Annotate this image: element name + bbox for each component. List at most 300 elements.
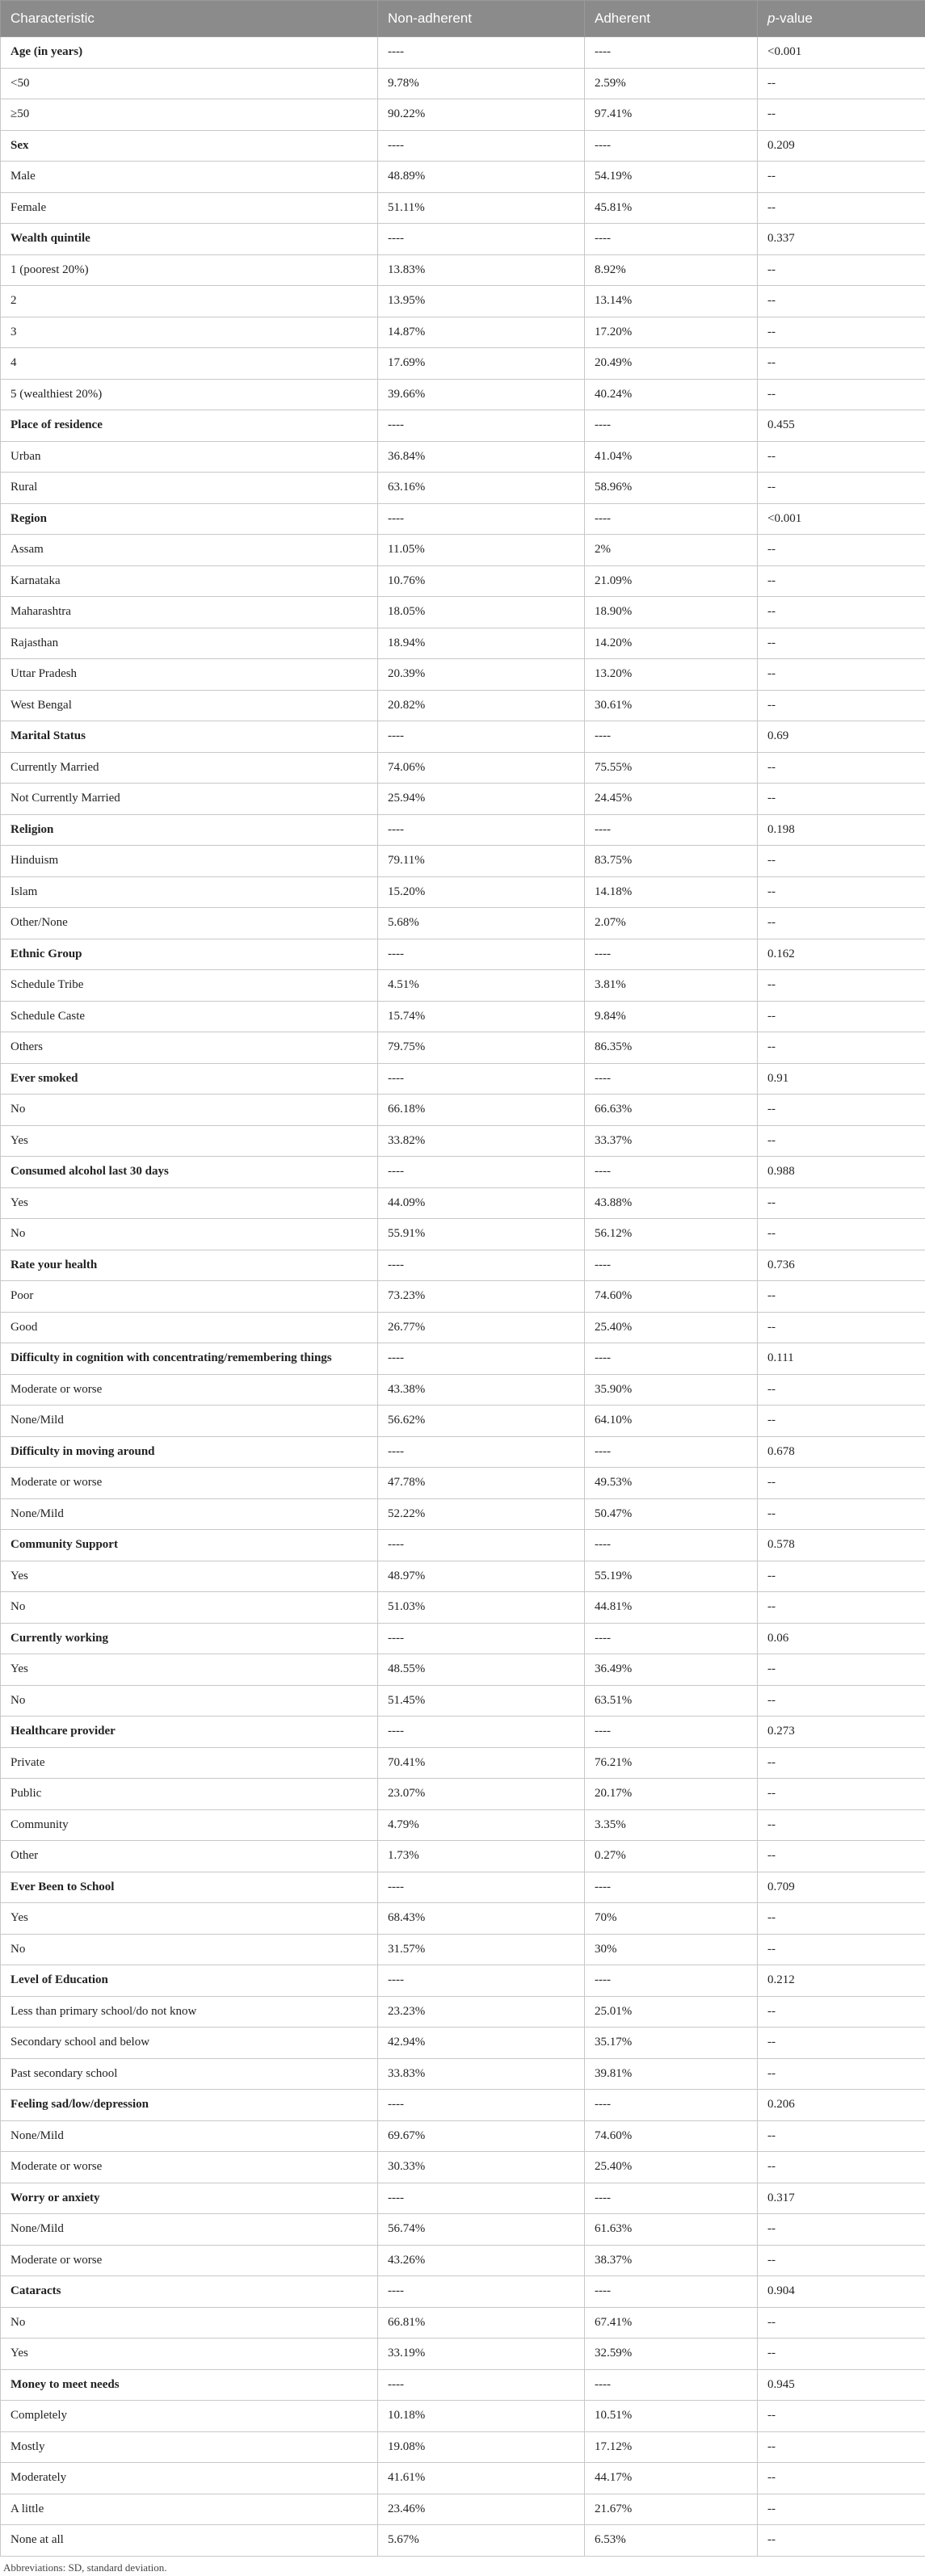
cell-non-adherent: 9.78%	[378, 68, 585, 99]
cell-p-value: --	[758, 286, 925, 317]
cell-non-adherent: 43.38%	[378, 1374, 585, 1406]
table-row	[1, 908, 925, 939]
section-row	[1, 130, 925, 162]
cell-adherent: 10.51%	[585, 2401, 758, 2432]
cell-p-value: 0.273	[758, 1717, 925, 1748]
cell-adherent: 25.40%	[585, 1312, 758, 1343]
table-row	[1, 1841, 925, 1872]
cell-non-adherent: 66.18%	[378, 1095, 585, 1126]
cell-p-value: --	[758, 1187, 925, 1219]
table-row	[1, 379, 925, 410]
cell-p-value: --	[758, 2431, 925, 2463]
cell-adherent: 21.67%	[585, 2494, 758, 2525]
cell-non-adherent: 13.95%	[378, 286, 585, 317]
cell-p-value: --	[758, 2058, 925, 2090]
cell-p-value: --	[758, 1095, 925, 1126]
cell-non-adherent: 10.76%	[378, 565, 585, 597]
cell-adherent: 25.40%	[585, 2152, 758, 2183]
cell-adherent: 14.18%	[585, 876, 758, 908]
cell-non-adherent: 51.11%	[378, 192, 585, 224]
cell-p-value: --	[758, 1374, 925, 1406]
cell-non-adherent: ----	[378, 1530, 585, 1561]
table-row	[1, 1654, 925, 1686]
cell-characteristic: Moderate or worse	[1, 1468, 378, 1499]
cell-adherent: 36.49%	[585, 1654, 758, 1686]
cell-p-value: --	[758, 192, 925, 224]
cell-non-adherent: 51.45%	[378, 1685, 585, 1717]
cell-adherent: 25.01%	[585, 1996, 758, 2028]
cell-characteristic: Secondary school and below	[1, 2028, 378, 2059]
cell-characteristic: Yes	[1, 1654, 378, 1686]
cell-characteristic: Difficulty in moving around	[1, 1436, 378, 1468]
cell-non-adherent: ----	[378, 1872, 585, 1903]
cell-characteristic: No	[1, 1219, 378, 1250]
cell-non-adherent: 25.94%	[378, 784, 585, 815]
cell-adherent: ----	[585, 1343, 758, 1375]
cell-non-adherent: ----	[378, 503, 585, 535]
cell-adherent: 0.27%	[585, 1841, 758, 1872]
cell-characteristic: Money to meet needs	[1, 2369, 378, 2401]
section-row	[1, 1157, 925, 1188]
cell-non-adherent: 44.09%	[378, 1187, 585, 1219]
cell-adherent: 30%	[585, 1934, 758, 1965]
table-row	[1, 1032, 925, 1064]
cell-non-adherent: ----	[378, 2183, 585, 2214]
cell-p-value: 0.69	[758, 721, 925, 753]
cell-non-adherent: 5.67%	[378, 2525, 585, 2557]
header-p-rest: -value	[775, 11, 813, 26]
cell-non-adherent: 52.22%	[378, 1498, 585, 1530]
section-row	[1, 1063, 925, 1095]
cell-characteristic: Less than primary school/do not know	[1, 1996, 378, 2028]
cell-characteristic: Consumed alcohol last 30 days	[1, 1157, 378, 1188]
cell-characteristic: Level of Education	[1, 1965, 378, 1997]
cell-p-value: 0.945	[758, 2369, 925, 2401]
cell-p-value: --	[758, 1406, 925, 1437]
cell-non-adherent: 5.68%	[378, 908, 585, 939]
cell-adherent: ----	[585, 1530, 758, 1561]
cell-adherent: 3.35%	[585, 1809, 758, 1841]
cell-adherent: 75.55%	[585, 752, 758, 784]
cell-adherent: ----	[585, 224, 758, 255]
cell-characteristic: Yes	[1, 2339, 378, 2370]
cell-non-adherent: 90.22%	[378, 99, 585, 131]
cell-adherent: 43.88%	[585, 1187, 758, 1219]
table-row	[1, 846, 925, 877]
cell-characteristic: Urban	[1, 441, 378, 473]
cell-p-value: 0.337	[758, 224, 925, 255]
cell-characteristic: 5 (wealthiest 20%)	[1, 379, 378, 410]
cell-p-value: --	[758, 565, 925, 597]
section-row	[1, 2369, 925, 2401]
cell-characteristic: No	[1, 1592, 378, 1624]
cell-characteristic: 2	[1, 286, 378, 317]
cell-adherent: 18.90%	[585, 597, 758, 628]
cell-non-adherent: ----	[378, 130, 585, 162]
cell-p-value: --	[758, 2120, 925, 2152]
cell-adherent: ----	[585, 37, 758, 69]
cell-characteristic: Male	[1, 162, 378, 193]
cell-p-value: --	[758, 1685, 925, 1717]
cell-p-value: 0.578	[758, 1530, 925, 1561]
section-row	[1, 814, 925, 846]
cell-p-value: --	[758, 784, 925, 815]
cell-non-adherent: 69.67%	[378, 2120, 585, 2152]
cell-p-value: --	[758, 846, 925, 877]
cell-adherent: ----	[585, 1436, 758, 1468]
cell-adherent: ----	[585, 2090, 758, 2121]
cell-non-adherent: 18.94%	[378, 628, 585, 659]
cell-p-value: 0.198	[758, 814, 925, 846]
table-row	[1, 784, 925, 815]
cell-characteristic: Others	[1, 1032, 378, 1064]
header-p-value	[758, 1, 925, 37]
cell-non-adherent: 20.82%	[378, 690, 585, 721]
cell-characteristic: Community	[1, 1809, 378, 1841]
cell-adherent: 54.19%	[585, 162, 758, 193]
cell-p-value: 0.455	[758, 410, 925, 442]
cell-adherent: ----	[585, 1623, 758, 1654]
cell-adherent: 38.37%	[585, 2245, 758, 2276]
cell-non-adherent: 73.23%	[378, 1281, 585, 1313]
cell-p-value: --	[758, 1779, 925, 1810]
cell-non-adherent: 39.66%	[378, 379, 585, 410]
cell-p-value: 0.736	[758, 1250, 925, 1281]
cell-adherent: ----	[585, 2276, 758, 2308]
cell-non-adherent: 66.81%	[378, 2307, 585, 2339]
table-row	[1, 1125, 925, 1157]
cell-characteristic: Feeling sad/low/depression	[1, 2090, 378, 2121]
cell-p-value: --	[758, 317, 925, 348]
section-row	[1, 1436, 925, 1468]
table-row	[1, 68, 925, 99]
cell-adherent: 33.37%	[585, 1125, 758, 1157]
cell-p-value: --	[758, 1903, 925, 1935]
cell-non-adherent: ----	[378, 224, 585, 255]
cell-adherent: 40.24%	[585, 379, 758, 410]
cell-non-adherent: 56.74%	[378, 2214, 585, 2246]
cell-non-adherent: 10.18%	[378, 2401, 585, 2432]
cell-p-value: --	[758, 1747, 925, 1779]
cell-characteristic: Schedule Tribe	[1, 970, 378, 1002]
table-row	[1, 2494, 925, 2525]
cell-non-adherent: 15.20%	[378, 876, 585, 908]
cell-non-adherent: 1.73%	[378, 1841, 585, 1872]
cell-non-adherent: 63.16%	[378, 473, 585, 504]
table-row	[1, 348, 925, 380]
cell-characteristic: None at all	[1, 2525, 378, 2557]
cell-non-adherent: 41.61%	[378, 2463, 585, 2494]
cell-adherent: ----	[585, 1717, 758, 1748]
cell-non-adherent: 30.33%	[378, 2152, 585, 2183]
table-row	[1, 1903, 925, 1935]
cell-p-value: --	[758, 535, 925, 566]
cell-p-value: --	[758, 1125, 925, 1157]
cell-characteristic: West Bengal	[1, 690, 378, 721]
cell-p-value: <0.001	[758, 503, 925, 535]
cell-characteristic: Ever Been to School	[1, 1872, 378, 1903]
table-row	[1, 1934, 925, 1965]
cell-p-value: --	[758, 99, 925, 131]
section-row	[1, 2276, 925, 2308]
cell-adherent: 50.47%	[585, 1498, 758, 1530]
cell-adherent: 6.53%	[585, 2525, 758, 2557]
cell-adherent: 13.20%	[585, 659, 758, 691]
cell-non-adherent: 74.06%	[378, 752, 585, 784]
cell-non-adherent: 55.91%	[378, 1219, 585, 1250]
cell-characteristic: No	[1, 1934, 378, 1965]
cell-p-value: <0.001	[758, 37, 925, 69]
cell-characteristic: Private	[1, 1747, 378, 1779]
cell-characteristic: Hinduism	[1, 846, 378, 877]
cell-characteristic: Past secondary school	[1, 2058, 378, 2090]
header-p-italic: p	[767, 11, 776, 26]
cell-adherent: 2%	[585, 535, 758, 566]
cell-characteristic: Yes	[1, 1187, 378, 1219]
cell-non-adherent: ----	[378, 1063, 585, 1095]
cell-characteristic: Rajasthan	[1, 628, 378, 659]
table-body	[1, 37, 925, 2557]
cell-non-adherent: 17.69%	[378, 348, 585, 380]
section-row	[1, 1343, 925, 1375]
cell-characteristic: None/Mild	[1, 2120, 378, 2152]
cell-p-value: --	[758, 876, 925, 908]
table-row	[1, 192, 925, 224]
cell-characteristic: Maharashtra	[1, 597, 378, 628]
cell-p-value: --	[758, 690, 925, 721]
table-row	[1, 1095, 925, 1126]
table-row	[1, 1001, 925, 1032]
cell-adherent: 44.17%	[585, 2463, 758, 2494]
cell-p-value: --	[758, 659, 925, 691]
cell-p-value: 0.709	[758, 1872, 925, 1903]
section-row	[1, 224, 925, 255]
header-adherent: Adherent	[585, 1, 758, 37]
cell-p-value: --	[758, 970, 925, 1002]
cell-characteristic: 4	[1, 348, 378, 380]
cell-adherent: 2.59%	[585, 68, 758, 99]
cell-characteristic: Cataracts	[1, 2276, 378, 2308]
cell-non-adherent: ----	[378, 721, 585, 753]
table-row	[1, 690, 925, 721]
section-row	[1, 1717, 925, 1748]
cell-characteristic: No	[1, 1685, 378, 1717]
cell-characteristic: None/Mild	[1, 1406, 378, 1437]
cell-characteristic: Schedule Caste	[1, 1001, 378, 1032]
cell-non-adherent: 43.26%	[378, 2245, 585, 2276]
cell-non-adherent: ----	[378, 1436, 585, 1468]
cell-adherent: 17.12%	[585, 2431, 758, 2463]
cell-characteristic: Not Currently Married	[1, 784, 378, 815]
cell-non-adherent: 68.43%	[378, 1903, 585, 1935]
table-row	[1, 2058, 925, 2090]
table-row	[1, 473, 925, 504]
cell-non-adherent: 47.78%	[378, 1468, 585, 1499]
table-row	[1, 597, 925, 628]
cell-p-value: --	[758, 2339, 925, 2370]
table-row	[1, 1219, 925, 1250]
cell-p-value: --	[758, 1934, 925, 1965]
cell-p-value: --	[758, 2214, 925, 2246]
cell-adherent: ----	[585, 1872, 758, 1903]
cell-characteristic: Moderately	[1, 2463, 378, 2494]
cell-adherent: 63.51%	[585, 1685, 758, 1717]
cell-adherent: 66.63%	[585, 1095, 758, 1126]
cell-characteristic: Age (in years)	[1, 37, 378, 69]
table-row	[1, 876, 925, 908]
table-row	[1, 1809, 925, 1841]
cell-p-value: 0.162	[758, 939, 925, 970]
table-row	[1, 2307, 925, 2339]
cell-p-value: --	[758, 1809, 925, 1841]
cell-characteristic: Good	[1, 1312, 378, 1343]
cell-adherent: 45.81%	[585, 192, 758, 224]
cell-characteristic: ≥50	[1, 99, 378, 131]
section-row	[1, 37, 925, 69]
cell-p-value: --	[758, 1281, 925, 1313]
cell-non-adherent: ----	[378, 939, 585, 970]
cell-adherent: 20.49%	[585, 348, 758, 380]
cell-characteristic: Karnataka	[1, 565, 378, 597]
table-row	[1, 659, 925, 691]
table-row	[1, 1468, 925, 1499]
table-header	[1, 1, 925, 37]
cell-adherent: 76.21%	[585, 1747, 758, 1779]
cell-adherent: ----	[585, 410, 758, 442]
cell-adherent: 24.45%	[585, 784, 758, 815]
cell-adherent: 41.04%	[585, 441, 758, 473]
cell-adherent: ----	[585, 939, 758, 970]
cell-non-adherent: 42.94%	[378, 2028, 585, 2059]
section-row	[1, 2183, 925, 2214]
cell-adherent: 35.17%	[585, 2028, 758, 2059]
cell-p-value: --	[758, 2401, 925, 2432]
table-row	[1, 1281, 925, 1313]
cell-p-value: --	[758, 441, 925, 473]
footnote: Abbreviations: SD, standard deviation.	[3, 2561, 167, 2574]
cell-non-adherent: 48.97%	[378, 1561, 585, 1592]
cell-non-adherent: ----	[378, 1717, 585, 1748]
section-row	[1, 1872, 925, 1903]
cell-adherent: ----	[585, 1250, 758, 1281]
cell-non-adherent: 23.23%	[378, 1996, 585, 2028]
section-row	[1, 939, 925, 970]
cell-non-adherent: 15.74%	[378, 1001, 585, 1032]
cell-adherent: 86.35%	[585, 1032, 758, 1064]
table-row	[1, 1685, 925, 1717]
cell-adherent: 39.81%	[585, 2058, 758, 2090]
cell-characteristic: Yes	[1, 1125, 378, 1157]
cell-characteristic: Moderate or worse	[1, 2245, 378, 2276]
table-row	[1, 1779, 925, 1810]
cell-adherent: 58.96%	[585, 473, 758, 504]
cell-non-adherent: 33.82%	[378, 1125, 585, 1157]
cell-non-adherent: 26.77%	[378, 1312, 585, 1343]
cell-adherent: 3.81%	[585, 970, 758, 1002]
cell-non-adherent: 14.87%	[378, 317, 585, 348]
cell-non-adherent: ----	[378, 410, 585, 442]
cell-p-value: --	[758, 2245, 925, 2276]
cell-p-value: --	[758, 1001, 925, 1032]
cell-characteristic: Sex	[1, 130, 378, 162]
cell-characteristic: A little	[1, 2494, 378, 2525]
cell-characteristic: No	[1, 1095, 378, 1126]
cell-non-adherent: 18.05%	[378, 597, 585, 628]
section-row	[1, 1965, 925, 1997]
cell-characteristic: Rate your health	[1, 1250, 378, 1281]
table-row	[1, 1996, 925, 2028]
table-row	[1, 1406, 925, 1437]
table-row	[1, 628, 925, 659]
cell-p-value: --	[758, 2525, 925, 2557]
table-row	[1, 1312, 925, 1343]
cell-characteristic: Ethnic Group	[1, 939, 378, 970]
cell-adherent: ----	[585, 721, 758, 753]
cell-characteristic: Other	[1, 1841, 378, 1872]
section-row	[1, 2090, 925, 2121]
cell-adherent: ----	[585, 130, 758, 162]
cell-p-value: --	[758, 1032, 925, 1064]
cell-characteristic: Rural	[1, 473, 378, 504]
cell-characteristic: Place of residence	[1, 410, 378, 442]
cell-non-adherent: ----	[378, 814, 585, 846]
cell-p-value: 0.209	[758, 130, 925, 162]
cell-adherent: 49.53%	[585, 1468, 758, 1499]
cell-adherent: 70%	[585, 1903, 758, 1935]
cell-characteristic: Moderate or worse	[1, 1374, 378, 1406]
table-row	[1, 317, 925, 348]
cell-adherent: 21.09%	[585, 565, 758, 597]
cell-p-value: --	[758, 1468, 925, 1499]
cell-adherent: 61.63%	[585, 2214, 758, 2246]
table-row	[1, 286, 925, 317]
table-row	[1, 2120, 925, 2152]
cell-p-value: 0.212	[758, 1965, 925, 1997]
cell-non-adherent: 23.07%	[378, 1779, 585, 1810]
section-row	[1, 1530, 925, 1561]
table-row	[1, 2431, 925, 2463]
section-row	[1, 721, 925, 753]
cell-characteristic: Worry or anxiety	[1, 2183, 378, 2214]
cell-adherent: 74.60%	[585, 1281, 758, 1313]
table-row	[1, 2152, 925, 2183]
cell-non-adherent: 79.11%	[378, 846, 585, 877]
cell-non-adherent: 79.75%	[378, 1032, 585, 1064]
cell-non-adherent: 4.51%	[378, 970, 585, 1002]
cell-adherent: 32.59%	[585, 2339, 758, 2370]
cell-characteristic: Uttar Pradesh	[1, 659, 378, 691]
cell-non-adherent: 23.46%	[378, 2494, 585, 2525]
cell-adherent: 83.75%	[585, 846, 758, 877]
cell-characteristic: Other/None	[1, 908, 378, 939]
cell-p-value: 0.904	[758, 2276, 925, 2308]
cell-adherent: ----	[585, 1157, 758, 1188]
section-row	[1, 1623, 925, 1654]
table-row	[1, 970, 925, 1002]
table-row	[1, 1561, 925, 1592]
cell-adherent: 20.17%	[585, 1779, 758, 1810]
cell-p-value: --	[758, 2494, 925, 2525]
cell-adherent: 2.07%	[585, 908, 758, 939]
cell-non-adherent: 20.39%	[378, 659, 585, 691]
cell-adherent: ----	[585, 1063, 758, 1095]
cell-characteristic: Religion	[1, 814, 378, 846]
cell-non-adherent: 70.41%	[378, 1747, 585, 1779]
cell-non-adherent: 33.83%	[378, 2058, 585, 2090]
table-row	[1, 2339, 925, 2370]
cell-non-adherent: ----	[378, 2090, 585, 2121]
cell-adherent: ----	[585, 1965, 758, 1997]
